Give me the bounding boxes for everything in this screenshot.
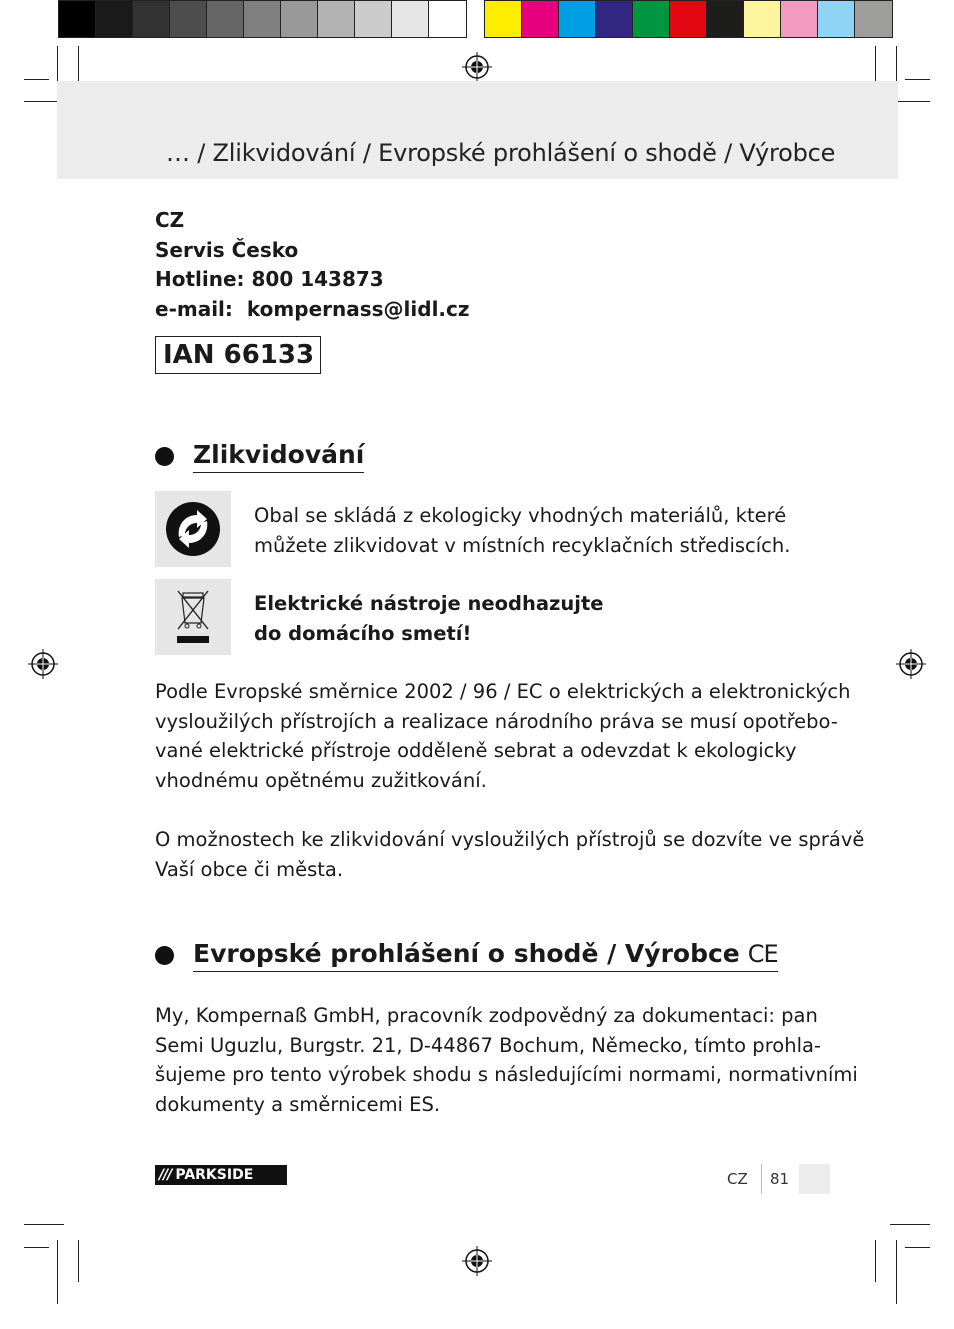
swatch [596, 1, 633, 37]
directive-paragraph: Podle Evropské směrnice 2002 / 96 / EC o elektrických a elektronických vysloužilých přístrojích a realizace národního práva se musí opotřebo- vané elektrické přístroje odděleně sebrat a odevzdat k ekologicky vhodnému opětnému zužitkování. [155, 680, 851, 792]
swatch [355, 1, 392, 37]
registration-mark-icon [28, 649, 58, 679]
weee-symbol-box [155, 579, 231, 655]
swatch [855, 1, 892, 37]
parkside-logo: /// PARKSIDE [155, 1165, 287, 1185]
grayscale-strip [58, 0, 467, 38]
service-name: Servis Česko [155, 237, 299, 262]
crop-mark [24, 1224, 64, 1225]
swatch [133, 1, 170, 37]
service-contact [155, 206, 470, 324]
crop-mark [875, 1240, 876, 1282]
swatch [318, 1, 355, 37]
crop-mark [24, 79, 49, 80]
page-title: … / Zlikvidování / Evropské prohlášení o shodě / Výrobce [166, 139, 836, 167]
crop-mark [896, 1240, 897, 1304]
crop-mark [905, 1247, 930, 1248]
swatch [818, 1, 855, 37]
email-line [155, 295, 470, 325]
email-address: kompernass@lidl.cz [246, 296, 470, 321]
crop-mark [78, 1240, 79, 1282]
registration-mark-icon [462, 52, 492, 82]
registration-mark-icon [896, 649, 926, 679]
recycle-symbol-box [155, 491, 231, 567]
crop-mark [24, 1247, 49, 1248]
packaging-text: Obal se skládá z ekologicky vhodných materiálů, které můžete zlikvidovat v místních recyklačních střediscích. [254, 504, 791, 557]
swatch [59, 1, 96, 37]
swatch [429, 1, 466, 37]
registration-mark-icon [462, 1246, 492, 1276]
bullet-icon [155, 447, 174, 466]
section-heading-declaration [155, 939, 778, 972]
country-code: CZ [155, 208, 185, 232]
hotline: Hotline: 800 143873 [155, 267, 384, 291]
color-strip [484, 0, 893, 38]
section-heading-text: Zlikvidování [193, 440, 364, 473]
bullet-icon [155, 946, 174, 965]
email-label: e-mail: [155, 296, 233, 321]
swatch [670, 1, 707, 37]
swatch [781, 1, 818, 37]
swatch [170, 1, 207, 37]
footer-language: CZ [727, 1170, 748, 1188]
swatch [96, 1, 133, 37]
crop-mark [905, 79, 930, 80]
green-dot-icon [155, 491, 231, 567]
section-heading-disposal [155, 440, 364, 473]
footer-tab [799, 1164, 830, 1194]
ian-number: IAN 66133 [155, 336, 321, 374]
crop-mark [890, 1224, 930, 1225]
swatch [559, 1, 596, 37]
declaration-paragraph: My, Kompernaß GmbH, pracovník zodpovědný za dokumentaci: pan Semi Uguzlu, Burgstr. 21, D-44867 Bochum, Německo, tímto prohla- šujeme pro tento výrobek shodu s následujícími normami, normativními dokumenty a směrnicemi ES. [155, 1004, 858, 1116]
crop-mark [57, 1240, 58, 1304]
crossed-bin-icon [155, 579, 231, 655]
swatch [281, 1, 318, 37]
swatch [633, 1, 670, 37]
swatch [392, 1, 429, 37]
page-number: 81 [770, 1170, 790, 1188]
footer-divider [761, 1164, 762, 1194]
section-heading-text: Evropské prohlášení o shodě / Výrobce CE [193, 939, 778, 972]
swatch [244, 1, 281, 37]
ce-mark-icon: CE [747, 939, 778, 968]
swatch [744, 1, 781, 37]
swatch [485, 1, 522, 37]
swatch [522, 1, 559, 37]
electrical-warning-text: Elektrické nástroje neodhazujte do domácího smetí! [254, 592, 604, 645]
disposal-info-paragraph: O možnostech ke zlikvidování vysloužilých přístrojů se dozvíte ve správě Vaší obce či města. [155, 828, 865, 881]
swatch [707, 1, 744, 37]
swatch [207, 1, 244, 37]
